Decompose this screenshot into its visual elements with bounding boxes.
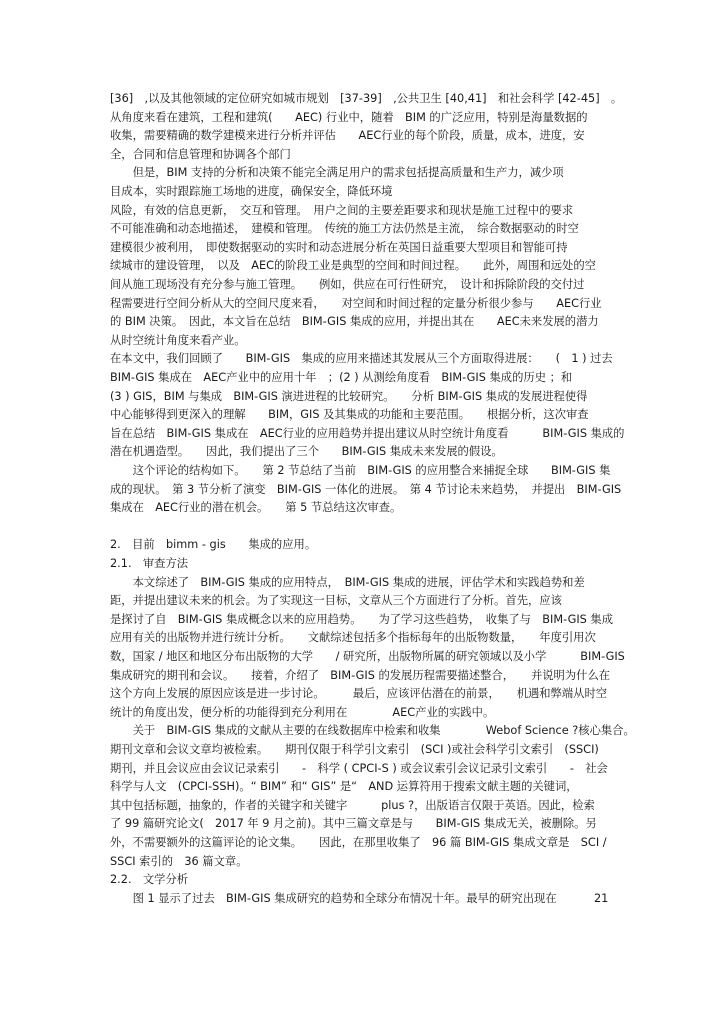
text-line: 2. 目前 bimm - gis 集成的应用。 xyxy=(110,538,317,552)
text-line: 建模很少被利用， 即使数据驱动的实时和动态进展分析在英国日益重要大型项目和智能可持 xyxy=(110,240,568,254)
text-line: 但是，BIM 支持的分析和决策不能完全满足用户的需求包括提高质量和生产力，减少项 xyxy=(110,166,564,180)
text-line: 集成在 AEC行业的潜在机会。 第 5 节总结这次审查。 xyxy=(110,501,402,515)
text-line: 目成本，实时跟踪施工场地的进度，确保安全，降低环境 xyxy=(110,185,393,198)
text-line: 2.2. 文学分析 xyxy=(110,873,189,887)
text-line: 的 BIM 决策。 因此，本文旨在总结 BIM-GIS 集成的应用，并提出其在 AEC未来发展的潜力 xyxy=(110,315,599,329)
text-line: 集成研究的期刊和会议。 接着，介绍了 BIM-GIS 的发展历程需要描述整合， 并说明为什么在 xyxy=(110,668,611,682)
text-line: 这个评论的结构如下。 第 2 节总结了当前 BIM-GIS 的应用整合来捕捉全球 BIM-GIS 集 xyxy=(110,464,611,477)
text-line: 程需要进行空间分析从大的空间尺度来看， 对空间和时间过程的定量分析很少参与 AEC行业 xyxy=(110,296,602,310)
text-line: BIM-GIS 集成在 AEC产业中的应用十年 ；(2 ) 从测绘角度看 BIM-GIS 集成的历史 ；和 xyxy=(110,371,573,384)
page-number: 21 xyxy=(594,891,609,905)
text-line: 这个方向上发展的原因应该是进一步讨论。 最后，应该评估潜在的前景， 机遇和弊端从时空 xyxy=(110,687,608,701)
text-line: 在本文中，我们回顾了 BIM-GIS 集成的应用来描述其发展从三个方面取得进展： ( 1 ) 过去 xyxy=(110,352,613,366)
text-line: 从时空统计角度来看产业。 xyxy=(110,333,246,347)
text-line: 其中包括标题，抽象的，作者的关键字和关键字 plus ?，出版语言仅限于英语。因此，检索 xyxy=(110,798,595,812)
text-line: 成的现状。 第 3 节分析了演变 BIM-GIS 一体化的进展。 第 4 节讨论未来趋势， 并提出 BIM-GIS xyxy=(110,482,622,496)
text-line: (3 ) GIS，BIM 与集成 BIM-GIS 演进进程的比较研究。 分析 BIM-GIS 集成的发展进程使得 xyxy=(110,389,588,403)
text-line: 数，国家 / 地区和地区分布出版物的大学 / 研究所，出版物所属的研究领域以及小学 BIM-GIS xyxy=(110,650,625,663)
text-line: 全，合同和信息管理和协调各个部门 xyxy=(110,147,291,161)
text-line: 本文综述了 BIM-GIS 集成的应用特点， BIM-GIS 集成的进展，评估学术和实践趋势和差 xyxy=(110,575,585,589)
text-line: 不可能准确和动态地描述， 建模和管理。 传统的施工方法仍然是主流， 综合数据驱动的时空 xyxy=(110,222,579,236)
text-line: 是探讨了自 BIM-GIS 集成概念以来的应用趋势。 为了学习这些趋势， 收集了与 BIM-GIS 集成 xyxy=(110,612,614,626)
text-line: 应用有关的出版物并进行统计分析。 文献综述包括多个指标每年的出版物数量， 年度引用次 xyxy=(110,631,596,645)
text-line: 收集，需要精确的数学建模来进行分析并评估 AEC行业的每个阶段，质量，成本，进度，安 xyxy=(110,129,585,143)
text-line: 潜在机遇造型。 因此，我们提出了三个 BIM-GIS 集成未来发展的假设。 xyxy=(110,445,503,459)
text-line: 期刊，并且会议应由会议记录索引 - 科学 ( CPCI-S ) 或会议索引会议记录引文索引 - 社会 xyxy=(110,761,608,775)
text-line: 外，不需要额外的这篇评论的论文集。 因此，在那里收集了 96 篇 BIM-GIS 集成文章是 SCI / xyxy=(110,836,607,849)
text-line: 中心能够得到更深入的理解 BIM，GIS 及其集成的功能和主要范围。 根据分析，这次审查 xyxy=(110,408,589,422)
text-line: 科学与人文 (CPCI-SSH)。“ BIM” 和“ GIS” 是“ AND 运算符用于搜索文献主题的关键词， xyxy=(110,780,578,794)
text-line: 间从施工现场没有充分参与施工管理。 例如，供应在可行性研究， 设计和拆除阶段的交付过 xyxy=(110,278,585,291)
text-line: 从角度来看在建筑，工程和建筑( AEC) 行业中，随着 BIM 的广泛应用，特别是海量数据的 xyxy=(110,110,588,124)
text-line: 期刊文章和会议文章均被检索。 期刊仅限于科学引文索引 (SCI )或社会科学引文索引 (SSCI) xyxy=(110,743,599,756)
text-line: 了 99 篇研究论文( 2017 年 9 月之前)。其中三篇文章是与 BIM-GIS 集成无关，被删除。另 xyxy=(110,817,597,831)
text-line: 距，并提出建议未来的机会。为了实现这一目标，文章从三个方面进行了分析。首先，应该 xyxy=(110,594,562,608)
text-line: 关于 BIM-GIS 集成的文献从主要的在线数据库中检索和收集 Webof Science ?核心集合。 xyxy=(110,724,635,738)
text-line: 续城市的建设管理， 以及 AEC的阶段工业是典型的空间和时间过程。 此外，周围和远处的空 xyxy=(110,259,596,273)
text-line: 统计的角度出发，便分析的功能得到充分利用在 AEC产业的实践中。 xyxy=(110,705,495,719)
text-line: 图 1 显示了过去 BIM-GIS 集成研究的趋势和全球分布情况十年。最早的研究出现在 xyxy=(110,891,557,905)
text-line: [36] ,以及其他领域的定位研究如城市规划 [37-39] ,公共卫生 [40,41] 和社会科学 [42-45] 。 xyxy=(110,92,623,105)
text-line: 2.1. 审查方法 xyxy=(110,557,189,570)
text-line: 旨在总结 BIM-GIS 集成在 AEC行业的应用趋势并提出建议从时空统计角度看 BIM-GIS 集成的 xyxy=(110,426,625,440)
text-line: 风险，有效的信息更新， 交互和管理。 用户之间的主要差距要求和现状是施工过程中的要求 xyxy=(110,203,574,217)
text-line: SSCI 索引的 36 篇文章。 xyxy=(110,854,248,868)
